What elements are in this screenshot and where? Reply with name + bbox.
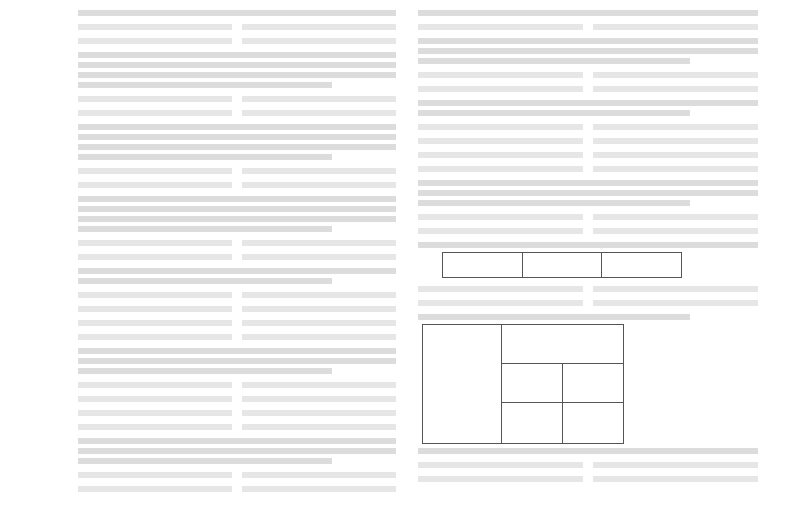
question-block: [418, 100, 758, 176]
option-line: [242, 24, 396, 30]
option-line: [242, 110, 396, 116]
option-list: [78, 164, 396, 192]
question-line: [78, 206, 396, 212]
question-line: [418, 448, 758, 454]
question-line: [418, 180, 758, 186]
option-list: [78, 92, 396, 120]
question-22: [418, 242, 758, 310]
option-line: [242, 292, 396, 298]
option-line: [593, 228, 758, 234]
diagram-left-cell: [423, 325, 502, 443]
question-line: [78, 226, 332, 232]
question-line: [78, 10, 396, 16]
option-line: [593, 300, 758, 306]
question-line: [78, 82, 332, 88]
question-line: [78, 358, 396, 364]
question-line: [78, 134, 396, 140]
question-23-stem: [418, 314, 690, 320]
option-list: [418, 210, 758, 238]
question-line: [78, 62, 396, 68]
question-line: [418, 48, 758, 54]
option-line: [593, 72, 758, 78]
option-list: [78, 468, 396, 496]
option-line: [418, 124, 583, 130]
option-line: [242, 38, 396, 44]
question-block: [78, 52, 396, 120]
question-line: [78, 216, 396, 222]
option-line: [593, 166, 758, 172]
option-line: [242, 182, 396, 188]
question-line: [418, 58, 690, 64]
option-line: [593, 462, 758, 468]
option-list: [418, 120, 758, 176]
question-line: [418, 38, 758, 44]
option-line: [242, 410, 396, 416]
option-line: [418, 214, 583, 220]
right-question-list: [418, 10, 758, 238]
option-line: [78, 96, 232, 102]
option-list: [418, 20, 758, 34]
question-line: [78, 196, 396, 202]
question-block: [78, 124, 396, 192]
option-line: [78, 38, 232, 44]
question-block: [78, 438, 396, 496]
question-line: [78, 458, 332, 464]
option-line: [418, 228, 583, 234]
question-line: [78, 52, 396, 58]
option-line: [242, 486, 396, 492]
option-list: [78, 236, 396, 264]
option-line: [593, 152, 758, 158]
option-line: [78, 396, 232, 402]
question-22-options: [418, 282, 758, 310]
table-22-cell: [443, 253, 523, 278]
option-line: [78, 168, 232, 174]
question-line: [78, 438, 396, 444]
question-block: [78, 10, 396, 48]
option-line: [242, 424, 396, 430]
question-line: [78, 72, 396, 78]
option-line: [593, 138, 758, 144]
option-line: [418, 72, 583, 78]
option-list: [78, 288, 396, 344]
question-line: [78, 448, 396, 454]
option-line: [78, 240, 232, 246]
right-tail-question-list: [418, 448, 758, 486]
option-line: [78, 110, 232, 116]
option-line: [242, 320, 396, 326]
option-line: [78, 334, 232, 340]
question-23-diagram: [422, 324, 624, 444]
option-line: [418, 86, 583, 92]
option-line: [242, 168, 396, 174]
option-line: [593, 24, 758, 30]
question-line: [418, 110, 690, 116]
option-list: [418, 458, 758, 486]
question-block: [78, 196, 396, 264]
option-line: [418, 24, 583, 30]
option-list: [78, 20, 396, 48]
question-22-table: [442, 252, 682, 278]
option-line: [78, 410, 232, 416]
question-block: [418, 448, 758, 486]
option-line: [418, 166, 583, 172]
option-list: [418, 68, 758, 96]
question-line: [418, 10, 758, 16]
option-line: [78, 320, 232, 326]
question-23: [418, 314, 758, 444]
option-line: [78, 424, 232, 430]
option-line: [242, 96, 396, 102]
table-22-cell: [522, 253, 602, 278]
question-line: [78, 268, 396, 274]
option-line: [418, 138, 583, 144]
option-line: [593, 86, 758, 92]
question-line: [418, 200, 690, 206]
right-column: [418, 6, 758, 490]
option-line: [418, 476, 583, 482]
option-line: [593, 214, 758, 220]
option-line: [78, 486, 232, 492]
question-line: [78, 144, 396, 150]
question-line: [418, 190, 758, 196]
option-line: [78, 182, 232, 188]
left-column: [78, 6, 396, 500]
option-line: [78, 254, 232, 260]
option-line: [593, 124, 758, 130]
question-block: [418, 38, 758, 96]
question-block: [418, 10, 758, 34]
question-line: [78, 278, 332, 284]
option-line: [78, 24, 232, 30]
question-block: [418, 180, 758, 238]
question-block: [78, 268, 396, 344]
question-line: [78, 154, 332, 160]
question-block: [78, 348, 396, 434]
option-line: [593, 286, 758, 292]
option-line: [418, 462, 583, 468]
option-line: [242, 306, 396, 312]
option-line: [593, 476, 758, 482]
diagram-divider: [562, 364, 563, 443]
option-line: [242, 254, 396, 260]
option-line: [78, 292, 232, 298]
option-line: [78, 306, 232, 312]
option-line: [242, 396, 396, 402]
question-22-stem: [418, 242, 758, 248]
table-22-cell: [602, 253, 682, 278]
option-line: [78, 382, 232, 388]
question-line: [78, 124, 396, 130]
option-line: [242, 472, 396, 478]
option-line: [418, 300, 583, 306]
option-line: [418, 286, 583, 292]
option-line: [242, 382, 396, 388]
option-line: [242, 240, 396, 246]
question-line: [78, 348, 396, 354]
diagram-row: [502, 325, 623, 364]
option-line: [242, 334, 396, 340]
option-line: [78, 472, 232, 478]
option-line: [418, 152, 583, 158]
question-line: [418, 100, 758, 106]
option-list: [78, 378, 396, 434]
question-line: [78, 368, 332, 374]
